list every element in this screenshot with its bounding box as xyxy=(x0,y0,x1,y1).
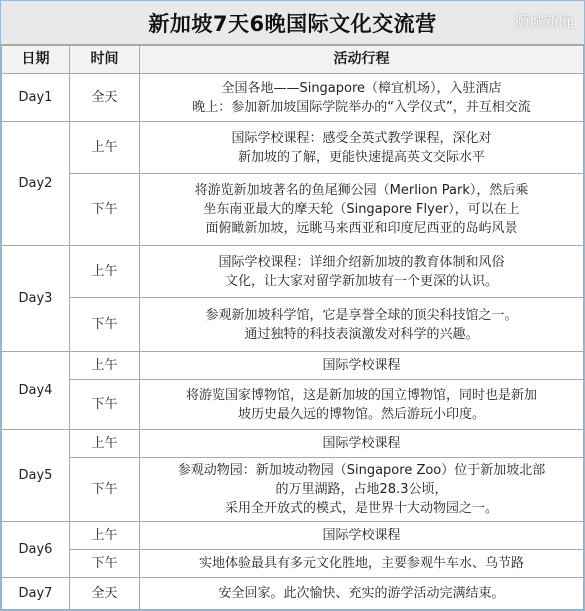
header-row xyxy=(2,46,584,74)
activity-line: 通过独特的科技表演激发对科学的兴趣。 xyxy=(244,326,479,342)
activity-line: 国际学校课程 xyxy=(322,436,401,451)
table-row xyxy=(2,352,584,380)
activity-line: 文化，让大家对留学新加坡有一个更深的认识。 xyxy=(224,273,498,289)
activity-cell xyxy=(140,578,584,610)
time-cell: 下午 xyxy=(70,174,140,246)
activity-cell xyxy=(140,380,584,430)
activity-line: 全国各地——Singapore（樟宜机场），入驻酒店 xyxy=(221,80,502,96)
activity-line: 新加坡的了解，更能快速提高英文交际水平 xyxy=(237,149,485,165)
activity-cell xyxy=(140,174,584,246)
activity-line: 采用全开放式的模式，是世界十大动物园之一。 xyxy=(224,501,498,516)
activity-line: 参观动物园：新加坡动物园（Singapore Zoo）位于新加坡北部 xyxy=(177,463,546,478)
activity-line: 国际学校课程：详细介绍新加坡的教育体制和风俗 xyxy=(218,254,505,270)
activity-cell xyxy=(140,458,584,522)
activity-line: 实地体验最具有多元文化胜地，主要参观牛车水、乌节路 xyxy=(198,556,524,571)
activity-line: 国际学校课程：感受全英式教学课程，深化对 xyxy=(231,130,492,146)
day-cell: Day3 xyxy=(2,246,70,352)
activity-cell xyxy=(140,298,584,352)
table-row xyxy=(2,430,584,458)
day-cell: Day6 xyxy=(2,522,70,578)
activity-cell xyxy=(140,122,584,174)
activity-cell xyxy=(140,522,584,550)
table-row xyxy=(2,522,584,550)
table-row xyxy=(2,246,584,298)
page-title: 新加坡7天6晚国际文化交流营 xyxy=(148,11,437,36)
day-cell: Day5 xyxy=(2,430,70,522)
activity-cell xyxy=(140,352,584,380)
table-row xyxy=(2,578,584,610)
activity-line: 国际学校课程 xyxy=(322,358,401,373)
header-time: 时间 xyxy=(70,46,140,74)
time-cell: 上午 xyxy=(70,430,140,458)
title-bar xyxy=(1,1,584,45)
time-cell: 上午 xyxy=(70,246,140,298)
activity-line: 安全回家。此次愉快、充实的游学活动完满结束。 xyxy=(218,586,505,601)
activity-line: 的万里湖路，占地28.3公顷， xyxy=(275,482,448,497)
header-activity: 活动行程 xyxy=(140,46,584,74)
activity-cell xyxy=(140,246,584,298)
time-cell: 上午 xyxy=(70,352,140,380)
time-cell: 全天 xyxy=(70,74,140,122)
activity-line: 将游览国家博物馆，这是新加坡的国立博物馆，同时也是新加 xyxy=(185,387,537,403)
activity-line: 参观新加坡科学馆，它是享誉全球的顶尖科技馆之一。 xyxy=(205,307,518,323)
activity-line: 面俯瞰新加坡，远眺马来西亚和印度尼西亚的岛屿风景 xyxy=(205,221,518,236)
activity-cell xyxy=(140,74,584,122)
day-cell: Day7 xyxy=(2,578,70,610)
table-row xyxy=(2,122,584,174)
activity-cell xyxy=(140,430,584,458)
header-date: 日期 xyxy=(2,46,70,74)
activity-line: 国际学校课程 xyxy=(322,528,401,543)
time-cell: 下午 xyxy=(70,550,140,578)
watermark: 狮城新闻 xyxy=(513,13,574,31)
table-row xyxy=(2,458,584,522)
activity-cell xyxy=(140,550,584,578)
table-row xyxy=(2,550,584,578)
time-cell: 上午 xyxy=(70,122,140,174)
itinerary-table xyxy=(1,45,584,610)
time-cell: 下午 xyxy=(70,380,140,430)
table-row xyxy=(2,298,584,352)
activity-line: 坐东南亚最大的摩天轮（Singapore Flyer），可以在上 xyxy=(203,202,520,217)
day-cell: Day1 xyxy=(2,74,70,122)
day-cell: Day2 xyxy=(2,122,70,246)
activity-line: 晚上：参加新加坡国际学院举办的“入学仪式”，并互相交流 xyxy=(192,99,531,115)
activity-line: 坡历史最久远的博物馆。然后游玩小印度。 xyxy=(237,406,485,422)
table-row xyxy=(2,174,584,246)
table-row xyxy=(2,74,584,122)
time-cell: 全天 xyxy=(70,578,140,610)
time-cell: 下午 xyxy=(70,458,140,522)
time-cell: 下午 xyxy=(70,298,140,352)
activity-line: 将游览新加坡著名的鱼尾狮公园（Merlion Park），然后乘 xyxy=(194,183,529,198)
table-row xyxy=(2,380,584,430)
time-cell: 上午 xyxy=(70,522,140,550)
day-cell: Day4 xyxy=(2,352,70,430)
